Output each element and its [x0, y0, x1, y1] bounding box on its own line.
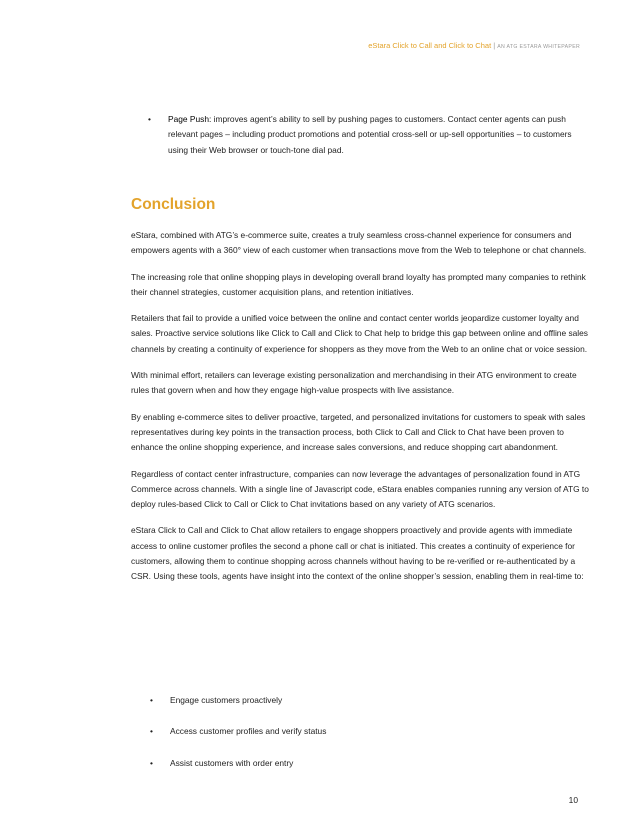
paragraph: The increasing role that online shopping plays in developing overall brand loyalty has prompted many companies to rethink their channel strategies, customer acquisition plans, and retention initiatives.: [131, 271, 586, 297]
bullet-dot-icon: •: [150, 695, 153, 705]
capability-bullet-list: [150, 693, 590, 787]
conclusion-heading: Conclusion: [131, 196, 216, 213]
list-item: [150, 724, 590, 739]
page-push-lead: Page Push:: [168, 114, 212, 124]
paragraph: Regardless of contact center infrastructure, companies can now leverage the advantages of personalization found in ATG Commerce across channels. With a single line of Javascript code, eStara enables companies running any version of ATG to deploy rules-based Click to Call or Click to Chat invitations based on any variety of ATG scenarios.: [131, 468, 589, 510]
list-item-text: Access customer profiles and verify status: [170, 726, 327, 737]
header-title: eStara Click to Call and Click to Chat: [368, 41, 492, 50]
conclusion-body: [131, 228, 591, 596]
paragraph: Retailers that fail to provide a unified voice between the online and contact center worlds jeopardize customer loyalty and sales. Proactive service solutions like Click to Call and Click to Chat help to bridge this gap between online and offline sales channels by creating a continuity of experience for shoppers as they move from the Web to an online chat or voice session.: [131, 313, 588, 354]
page-push-description: improves agent’s ability to sell by pushing pages to customers. Contact center agents can push relevant pages – including product promotions and potential cross-sell or up-sell opportunities – to customers using their Web browser or touch-tone dial pad.: [168, 114, 572, 155]
list-item-text: Assist customers with order entry: [170, 757, 294, 768]
page-push-bullet: [148, 112, 588, 158]
page-push-text: [168, 112, 588, 158]
header-separator: |: [491, 41, 498, 50]
header-subtitle: AN ATG ESTARA WHITEPAPER: [497, 44, 580, 50]
paragraph: eStara Click to Call and Click to Chat allow retailers to engage shoppers proactively and provide agents with immediate access to online customer profiles the second a phone call or chat is initiated. This creates a continuity of experience for customers, allowing them to continue shopping across channels without having to be re-verified or re-authenticated by a CSR. Using these tools, agents have insight into the context of the online shopper’s session, enabling them in real-time to:: [131, 525, 584, 582]
page-number: 10: [568, 795, 578, 805]
list-item: [150, 693, 590, 708]
running-header: [368, 41, 580, 50]
bullet-dot-icon: •: [150, 726, 153, 737]
list-item: [150, 756, 590, 771]
list-item-text: Engage customers proactively: [170, 695, 283, 705]
paragraph: eStara, combined with ATG’s e-commerce suite, creates a truly seamless cross-channel experience for consumers and empowers agents with a 360° view of each customer when transactions move from the Web to telephone or chat channels.: [131, 230, 587, 256]
paragraph: By enabling e-commerce sites to deliver proactive, targeted, and personalized invitations for customers to speak with sales representatives during key points in the transaction process, both Click to Call and Click to Chat have been proven to enhance the online shopping experience, and increase sales conversions, and reduce shopping cart abandonment.: [131, 411, 586, 453]
paragraph: With minimal effort, retailers can leverage existing personalization and merchandising in their ATG environment to create rules that govern when and how they engage high-value prospects with live assistance.: [131, 370, 577, 396]
bullet-dot-icon: •: [148, 114, 151, 124]
bullet-dot-icon: •: [150, 757, 153, 768]
